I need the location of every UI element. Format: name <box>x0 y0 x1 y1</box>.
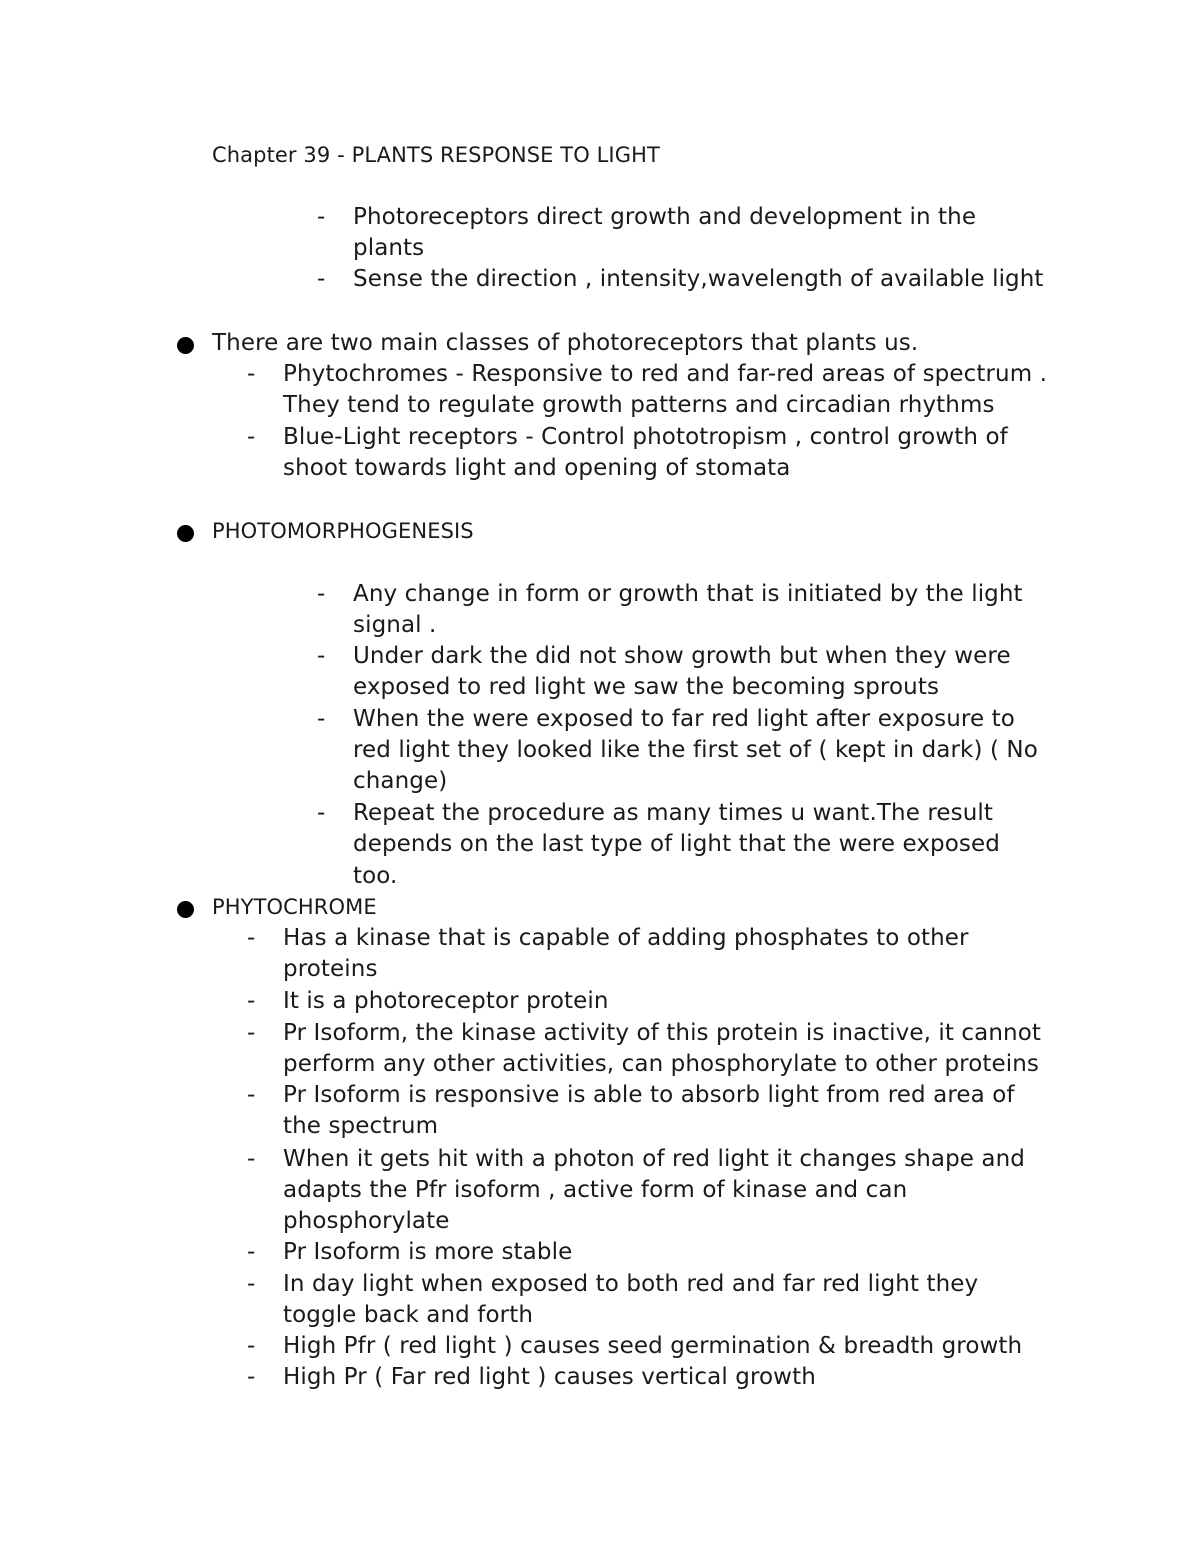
list-dash: - <box>317 266 326 292</box>
list-item-text: too. <box>353 863 398 889</box>
list-item-text: shoot towards light and opening of stomata <box>283 455 791 481</box>
list-item-text: High Pfr ( red light ) causes seed germination & breadth growth <box>283 1333 1023 1359</box>
list-item-text: adapts the Pfr isoform , active form of kinase and can <box>283 1177 908 1203</box>
list-dash: - <box>247 424 256 450</box>
list-item-text: It is a photoreceptor protein <box>283 988 609 1014</box>
list-item-text: change) <box>353 768 448 794</box>
list-dash: - <box>247 925 256 951</box>
section-heading: PHOTOMORPHOGENESIS <box>212 519 474 543</box>
bullet-icon <box>177 901 194 918</box>
list-item-text: proteins <box>283 956 378 982</box>
list-item-text: Under dark the did not show growth but when they were <box>353 643 1011 669</box>
list-item-text: They tend to regulate growth patterns and circadian rhythms <box>283 392 995 418</box>
list-item-text: the spectrum <box>283 1113 439 1139</box>
list-dash: - <box>317 800 326 826</box>
list-item-text: plants <box>353 235 425 261</box>
list-item-text: In day light when exposed to both red and far red light they <box>283 1271 979 1297</box>
list-item-text: Pr Isoform is more stable <box>283 1239 573 1265</box>
list-item-text: red light they looked like the first set of ( kept in dark) ( No <box>353 737 1038 763</box>
list-item-text: When it gets hit with a photon of red light it changes shape and <box>283 1146 1025 1172</box>
list-dash: - <box>247 1364 256 1390</box>
list-item-text: exposed to red light we saw the becoming sprouts <box>353 674 940 700</box>
list-dash: - <box>317 581 326 607</box>
list-item-text: Has a kinase that is capable of adding phosphates to other <box>283 925 969 951</box>
list-item-text: perform any other activities, can phosphorylate to other proteins <box>283 1051 1039 1077</box>
list-dash: - <box>317 204 326 230</box>
list-dash: - <box>247 1271 256 1297</box>
page-title: Chapter 39 - PLANTS RESPONSE TO LIGHT <box>212 143 660 167</box>
list-dash: - <box>247 1239 256 1265</box>
section-heading: PHYTOCHROME <box>212 895 377 919</box>
list-dash: - <box>317 643 326 669</box>
list-item-text: Blue-Light receptors - Control phototropism , control growth of <box>283 424 1008 450</box>
list-item-text: Photoreceptors direct growth and development in the <box>353 204 977 230</box>
list-dash: - <box>317 706 326 732</box>
bullet-icon <box>177 337 194 354</box>
list-item-text: Sense the direction , intensity,wavelength of available light <box>353 266 1044 292</box>
list-dash: - <box>247 1333 256 1359</box>
list-item-text: High Pr ( Far red light ) causes vertical growth <box>283 1364 816 1390</box>
list-item-text: Pr Isoform is responsive is able to absorb light from red area of <box>283 1082 1015 1108</box>
list-item-text: Pr Isoform, the kinase activity of this protein is inactive, it cannot <box>283 1020 1042 1046</box>
list-dash: - <box>247 1082 256 1108</box>
list-dash: - <box>247 1146 256 1172</box>
list-dash: - <box>247 1020 256 1046</box>
section-heading: There are two main classes of photoreceptors that plants us. <box>212 330 919 356</box>
list-dash: - <box>247 988 256 1014</box>
list-item-text: depends on the last type of light that the were exposed <box>353 831 1000 857</box>
list-item-text: When the were exposed to far red light after exposure to <box>353 706 1015 732</box>
list-item-text: phosphorylate <box>283 1208 450 1234</box>
list-item-text: Repeat the procedure as many times u want.The result <box>353 800 994 826</box>
list-item-text: Phytochromes - Responsive to red and far-red areas of spectrum . <box>283 361 1048 387</box>
bullet-icon <box>177 525 194 542</box>
list-dash: - <box>247 361 256 387</box>
list-item-text: toggle back and forth <box>283 1302 534 1328</box>
list-item-text: signal . <box>353 612 437 638</box>
list-item-text: Any change in form or growth that is initiated by the light <box>353 581 1023 607</box>
